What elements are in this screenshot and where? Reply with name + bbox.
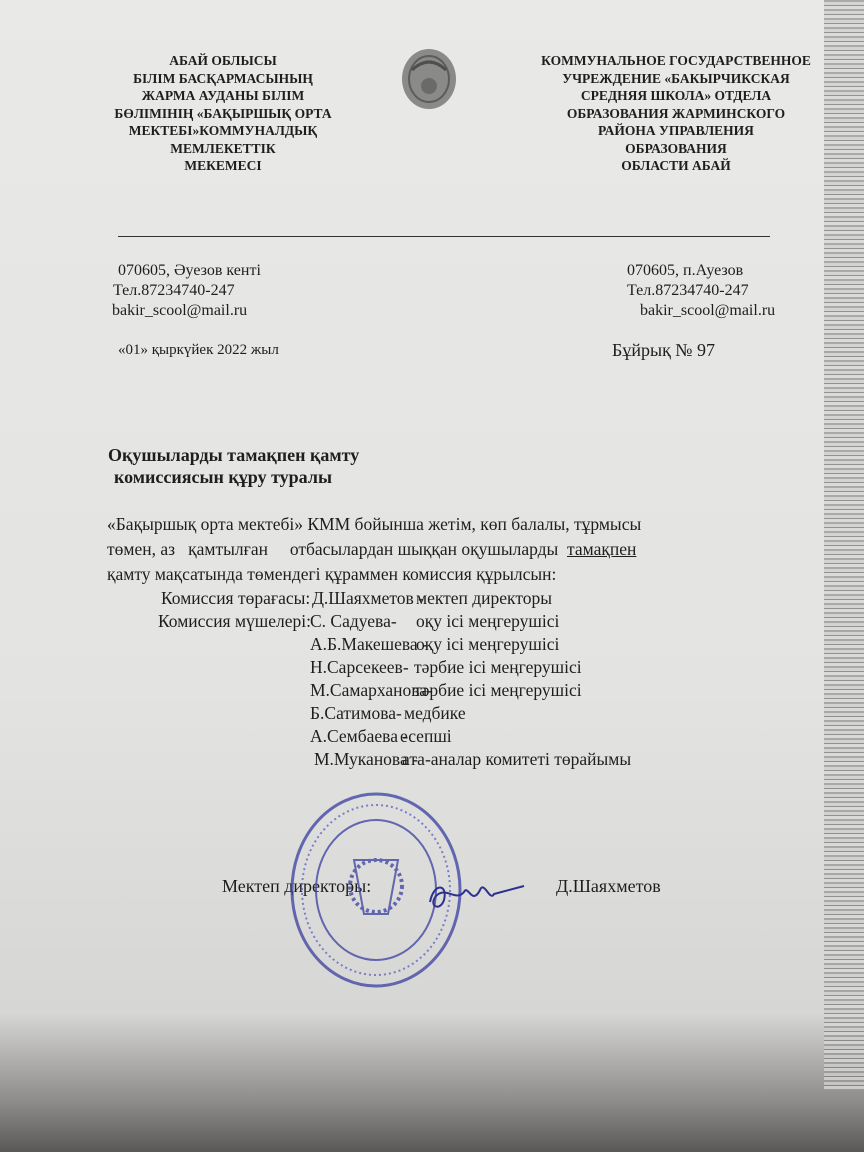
body-text-line: «Бақыршық орта мектебі» КММ бойынша жетім, көп балалы, тұрмысы bbox=[107, 514, 642, 534]
chair-label: Комиссия төрағасы: bbox=[161, 588, 311, 608]
body-text-line bbox=[107, 537, 636, 561]
member-name: Н.Сарсекеев- bbox=[310, 657, 409, 677]
state-emblem-icon bbox=[400, 48, 458, 110]
order-number: Бұйрық № 97 bbox=[612, 340, 715, 360]
header-right bbox=[520, 52, 832, 175]
header-left-line: АБАЙ ОБЛЫСЫ bbox=[169, 53, 277, 68]
header-right-line: КОММУНАЛЬНОЕ ГОСУДАРСТВЕННОЕ bbox=[541, 53, 811, 68]
member-name: Б.Сатимова- bbox=[310, 703, 402, 723]
body-text: төмен, аз қамтылған отбасылардан шыққан оқушыларды bbox=[107, 539, 568, 559]
member-name: С. Садуева- bbox=[310, 611, 397, 631]
member-role: тәрбие ісі меңгерушісі bbox=[414, 680, 582, 700]
header-left-line: БӨЛІМІНІҢ «БАҚЫРШЫҚ ОРТА bbox=[114, 105, 332, 121]
body-text-line: қамту мақсатында төмендегі құраммен комиссия құрылсын: bbox=[107, 564, 557, 584]
phone-right: Тел.87234740-247 bbox=[627, 282, 749, 299]
member-name: М.Муканова - bbox=[314, 749, 418, 769]
email-left: bakir_scool@mail.ru bbox=[112, 302, 248, 319]
header-divider bbox=[118, 236, 770, 237]
member-role: есепші bbox=[400, 726, 452, 746]
header-left-line: МЕКТЕБІ»КОММУНАЛДЫҚ bbox=[128, 123, 318, 138]
header-left bbox=[88, 52, 358, 175]
member-name: М.Самарханова- bbox=[310, 680, 433, 700]
member-role: ата-аналар комитеті төрайымы bbox=[402, 749, 632, 769]
members-label: Комиссия мүшелері: bbox=[158, 611, 312, 631]
member-role: тәрбие ісі меңгерушісі bbox=[414, 657, 582, 677]
member-role: мектеп директоры bbox=[416, 588, 553, 608]
header-left-line: МЕМЛЕКЕТТІК bbox=[170, 140, 276, 156]
member-name: А.Сембаева - bbox=[310, 726, 409, 746]
header-right-line: ОБРАЗОВАНИЯ ЖАРМИНСКОГО bbox=[566, 105, 786, 121]
member-name: А.Б.Макешева - bbox=[310, 634, 428, 654]
signature-label: Мектеп директоры: bbox=[222, 876, 372, 896]
member-role: медбике bbox=[404, 703, 466, 723]
order-date: «01» қыркүйек 2022 жыл bbox=[118, 342, 279, 358]
order-title-line: комиссиясын құру туралы bbox=[114, 467, 332, 487]
header-left-line: БІЛІМ БАСҚАРМАСЫНЫҢ bbox=[133, 70, 313, 86]
header-right-line: РАЙОНА УПРАВЛЕНИЯ bbox=[598, 123, 754, 138]
member-role: оқу ісі меңгерушісі bbox=[416, 611, 560, 631]
header-left-line: МЕКЕМЕСІ bbox=[184, 158, 262, 173]
signature-name: Д.Шаяхметов bbox=[556, 876, 661, 896]
email-right: bakir_scool@mail.ru bbox=[640, 302, 776, 319]
signature bbox=[420, 872, 530, 922]
body-text-underlined: тамақпен bbox=[567, 539, 637, 559]
header-right-line: УЧРЕЖДЕНИЕ «БАКЫРЧИКСКАЯ bbox=[562, 70, 790, 86]
member-name: Д.Шаяхметов - bbox=[312, 588, 425, 608]
address-left: 070605, Әуезов кенті bbox=[118, 262, 261, 279]
address-right: 070605, п.Ауезов bbox=[627, 262, 744, 279]
phone-left: Тел.87234740-247 bbox=[113, 282, 235, 299]
order-title-line: Оқушыларды тамақпен қамту bbox=[108, 445, 360, 465]
member-role: оқу ісі меңгерушісі bbox=[416, 634, 560, 654]
header-right-line: ОБРАЗОВАНИЯ bbox=[625, 140, 727, 156]
header-left-line: ЖАРМА АУДАНЫ БІЛІМ bbox=[141, 88, 305, 103]
header-right-line: СРЕДНЯЯ ШКОЛА» ОТДЕЛА bbox=[580, 88, 772, 103]
header-right-line: ОБЛАСТИ АБАЙ bbox=[621, 158, 731, 173]
